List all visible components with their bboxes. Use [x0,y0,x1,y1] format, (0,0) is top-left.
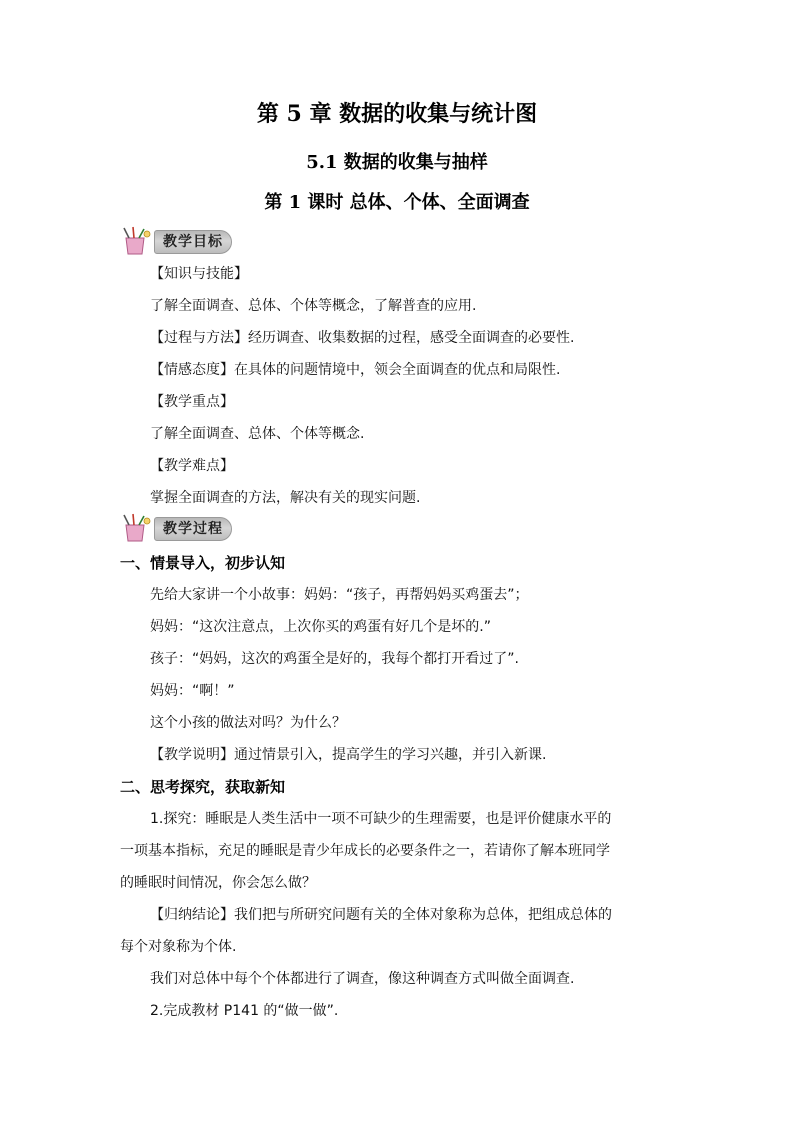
textbook-task: 2.完成教材 P141 的“做一做”. [150,1003,339,1019]
lesson-title: 第 1 课时 总体、个体、全面调查 [264,192,530,213]
survey-definition: 我们对总体中每个个体都进行了调查，像这种调查方式叫做全面调查. [150,971,575,987]
story-line-2: 妈妈：“这次注意点，上次你买的鸡蛋有好几个是坏的.” [150,619,491,635]
teaching-note: 【教学说明】通过情景引入，提高学生的学习兴趣，并引入新课. [150,747,547,763]
explore-line-1: 1.探究：睡眠是人类生活中一项不可缺少的生理需要，也是评价健康水平的 [150,811,612,827]
key-text: 了解全面调查、总体、个体等概念. [150,426,365,442]
pen-holder-icon [120,226,152,256]
story-line-4: 妈妈：“啊！” [150,683,235,699]
conclusion-line-1: 【归纳结论】我们把与所研究问题有关的全体对象称为总体，把组成总体的 [150,907,612,923]
difficulty-heading: 【教学难点】 [150,458,234,474]
process-badge [120,513,270,543]
story-line-1: 先给大家讲一个小故事：妈妈：“孩子，再帮妈妈买鸡蛋去”； [150,587,529,603]
question-text: 这个小孩的做法对吗？为什么？ [150,715,346,731]
attitude-text: 【情感态度】在具体的问题情境中，领会全面调查的优点和局限性. [150,362,561,378]
explore-line-3: 的睡眠时间情况，你会怎么做？ [120,875,316,891]
conclusion-line-2: 每个对象称为个体. [120,939,237,955]
knowledge-heading: 【知识与技能】 [150,266,248,282]
objectives-badge-label: 教学目标 [154,230,232,254]
part1-heading: 一、情景导入，初步认知 [120,554,286,572]
part2-heading: 二、思考探究，获取新知 [120,778,286,796]
explore-line-2: 一项基本指标，充足的睡眠是青少年成长的必要条件之一，若请你了解本班同学 [120,843,610,859]
knowledge-text: 了解全面调查、总体、个体等概念，了解普查的应用. [150,298,477,314]
process-text: 【过程与方法】经历调查、收集数据的过程，感受全面调查的必要性. [150,330,575,346]
process-badge-label: 教学过程 [154,517,232,541]
pen-holder-icon [120,513,152,543]
section-title: 5.1 数据的收集与抽样 [306,152,488,173]
difficulty-text: 掌握全面调查的方法，解决有关的现实问题. [150,490,421,506]
objectives-badge [120,226,270,256]
story-line-3: 孩子：“妈妈，这次的鸡蛋全是好的，我每个都打开看过了”. [150,651,519,667]
key-heading: 【教学重点】 [150,394,234,410]
chapter-title: 第 5 章 数据的收集与统计图 [256,101,538,127]
